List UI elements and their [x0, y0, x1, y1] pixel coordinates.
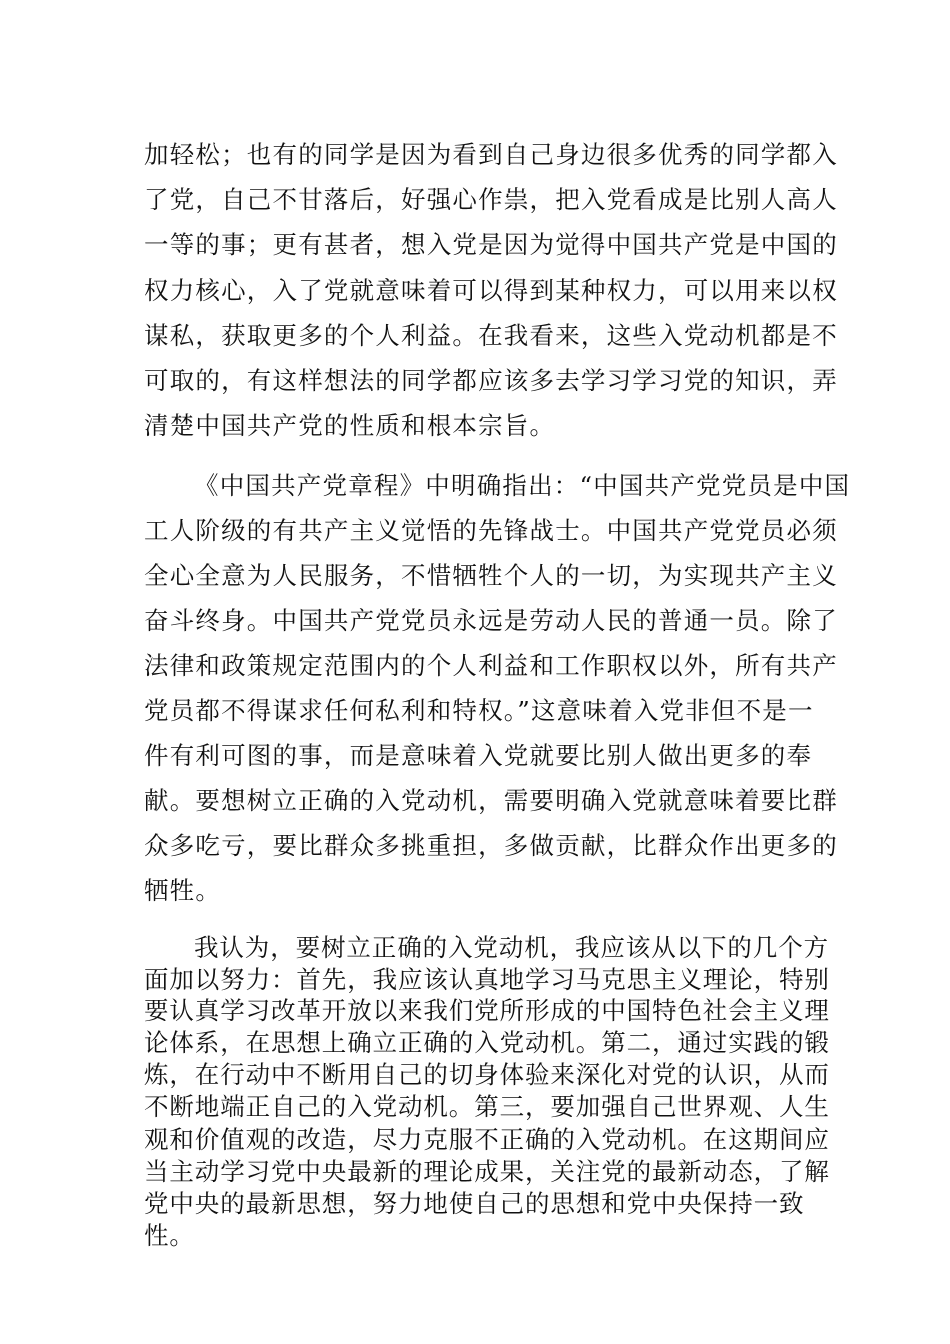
text-line: 牺牲。 — [144, 876, 222, 905]
text-line: 加轻松；也有的同学是因为看到自己身边很多优秀的同学都入 — [144, 140, 838, 169]
text-line: 工人阶级的有共产主义觉悟的先锋战士。中国共产党党员必须 — [144, 516, 838, 545]
text-line: 不断地端正自己的入党动机。第三，要加强自己世界观、人生 — [144, 1092, 830, 1121]
text-line: 奋斗终身。中国共产党党员永远是劳动人民的普通一员。除了 — [144, 606, 838, 635]
text-line: 献。要想树立正确的入党动机，需要明确入党就意味着要比群 — [144, 786, 838, 815]
text-line: 观和价值观的改造，尽力克服不正确的入党动机。在这期间应 — [144, 1125, 830, 1154]
text-line: 《中国共产党章程》中明确指出：“中国共产党党员是中国 — [194, 471, 851, 500]
text-line: 可取的，有这样想法的同学都应该多去学习学习党的知识，弄 — [144, 366, 838, 395]
text-line: 众多吃亏，要比群众多挑重担，多做贡献，比群众作出更多的 — [144, 831, 838, 860]
text-line: 面加以努力：首先，我应该认真地学习马克思主义理论，特别 — [144, 965, 830, 994]
text-line: 全心全意为人民服务，不惜牺牲个人的一切，为实现共产主义 — [144, 561, 838, 590]
text-line: 性。 — [144, 1221, 195, 1250]
text-line: 论体系，在思想上确立正确的入党动机。第二，通过实践的锻 — [144, 1028, 830, 1057]
text-line: 一等的事；更有甚者，想入党是因为觉得中国共产党是中国的 — [144, 230, 838, 259]
text-line: 了党，自己不甘落后，好强心作祟，把入党看成是比别人高人 — [144, 185, 838, 214]
text-line: 炼，在行动中不断用自己的切身体验来深化对党的认识，从而 — [144, 1060, 830, 1089]
text-line: 清楚中国共产党的性质和根本宗旨。 — [144, 411, 556, 440]
text-line: 当主动学习党中央最新的理论成果，关注党的最新动态，了解 — [144, 1157, 830, 1186]
text-line: 谋私，获取更多的个人利益。在我看来，这些入党动机都是不 — [144, 321, 838, 350]
text-line: 法律和政策规定范围内的个人利益和工作职权以外，所有共产 — [144, 651, 838, 680]
text-line: 党中央的最新思想，努力地使自己的思想和党中央保持一致 — [144, 1189, 805, 1218]
text-line: 要认真学习改革开放以来我们党所形成的中国特色社会主义理 — [144, 996, 830, 1025]
text-line: 党员都不得谋求任何私利和特权。”这意味着入党非但不是一 — [144, 696, 814, 725]
text-line: 我认为，要树立正确的入党动机，我应该从以下的几个方 — [194, 933, 829, 962]
text-line: 权力核心，入了党就意味着可以得到某种权力，可以用来以权 — [144, 276, 838, 305]
text-line: 件有利可图的事，而是意味着入党就要比别人做出更多的奉 — [144, 741, 813, 770]
